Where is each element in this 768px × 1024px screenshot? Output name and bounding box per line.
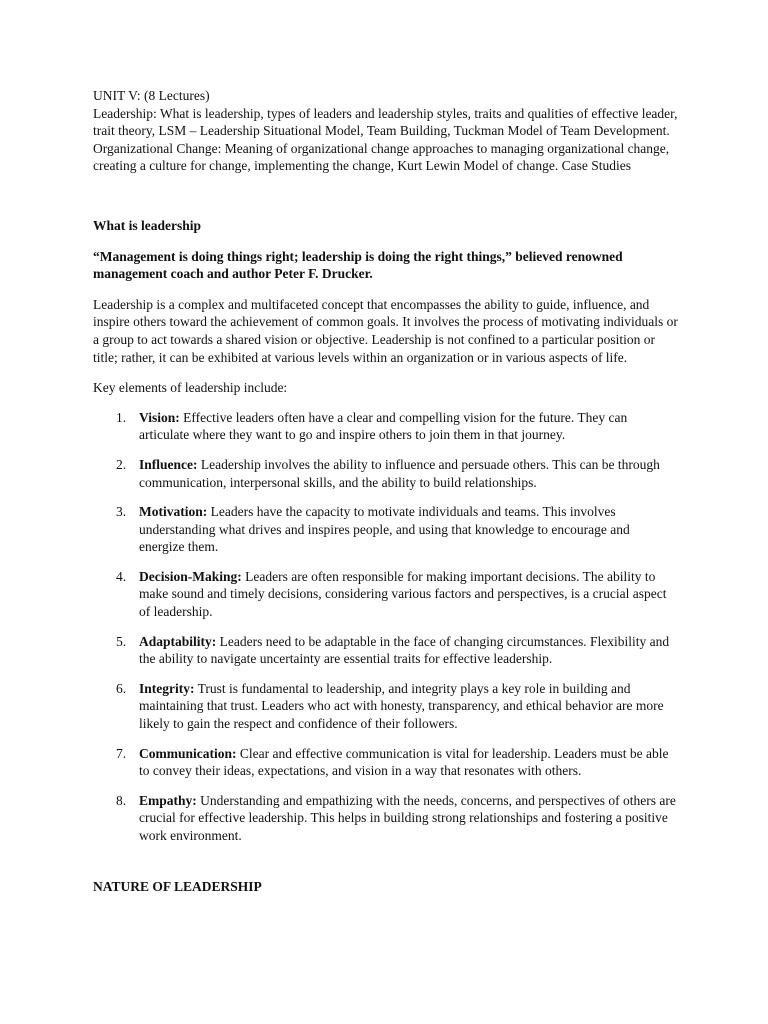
leadership-definition-paragraph: Leadership is a complex and multifaceted concept that encompasses the ability to guide, influence, and inspire others toward the achievement of common goals. It involves the process of motivating individuals or a group to act towards a shared vision or objective. Leadership is not confined to a particular position or title; rather, it can be exhibited at various levels within an organization or in various aspects of life. [93,296,678,365]
list-item-term: Decision-Making: [139,568,242,584]
list-item-number: 8. [116,792,127,808]
key-elements-list [93,409,678,845]
list-item-term: Influence: [139,456,198,472]
list-item-text: Understanding and empathizing with the needs, concerns, and perspectives of others are crucial for effective leadership. This helps in building strong relationships and fostering a positive work environment. [139,792,676,843]
unit-heading: UNIT V: (8 Lectures) [93,88,210,103]
list-item [93,409,678,444]
list-item-number: 2. [116,456,127,472]
drucker-quote: “Management is doing things right; leadership is doing the right things,” believed renowned management coach and author Peter F. Drucker. [93,248,623,282]
list-item-text: Leadership involves the ability to influence and persuade others. This can be through communication, interpersonal skills, and the ability to build relationships. [139,456,660,490]
list-item-text: Trust is fundamental to leadership, and integrity plays a key role in building and maintaining that trust. Leaders who act with honesty, transparency, and ethical behavior are more likely to gain the respect and confidence of their followers. [139,680,664,732]
list-item [93,568,678,621]
list-item-number: 3. [116,504,127,520]
document-page [93,87,678,895]
nature-of-leadership-heading: NATURE OF LEADERSHIP [93,878,262,894]
list-item-number: 5. [116,633,127,649]
unit-description: Leadership: What is leadership, types of leaders and leadership styles, traits and qualities of effective leader, trait theory, LSM – Leadership Situational Model, Team Building, Tuckman Model of Team Development. Organizational Change: Meaning of organizational change approaches to managing organizational change, creating a culture for change, implementing the change, Kurt Lewin Model of change. Case Studies [93,105,678,174]
list-item-term: Integrity: [139,680,195,696]
list-item [93,745,678,780]
list-item-text: Clear and effective communication is vital for leadership. Leaders must be able to convey their ideas, expectations, and vision in a way that resonates with others. [139,745,669,779]
list-item-term: Adaptability: [139,633,217,649]
list-item [93,503,678,556]
list-item-number: 1. [116,409,127,425]
list-item-text: Leaders have the capacity to motivate individuals and teams. This involves understanding what drives and inspires people, and using that knowledge to encourage and energize them. [139,504,630,555]
list-item-term: Motivation: [139,504,208,520]
list-item [93,680,678,733]
list-item-number: 6. [116,680,127,696]
list-item-text: Leaders need to be adaptable in the face of changing circumstances. Flexibility and the ability to navigate uncertainty are essential traits for effective leadership. [139,633,670,667]
list-item-text: Leaders are often responsible for making important decisions. The ability to make sound and timely decisions, considering various factors and perspectives, is a crucial aspect of leadership. [139,568,667,620]
list-item-text: Effective leaders often have a clear and compelling vision for the future. They can articulate where they want to go and inspire others to join them in that journey. [139,409,628,443]
section-title: What is leadership [93,217,202,233]
list-item-number: 7. [116,745,127,761]
list-item [93,633,678,668]
list-item-term: Empathy: [139,792,197,808]
list-item-term: Vision: [139,409,180,425]
list-item [93,456,678,491]
list-item-number: 4. [116,568,127,584]
list-item [93,792,678,845]
list-item-term: Communication: [139,745,237,761]
key-elements-intro: Key elements of leadership include: [93,380,288,396]
